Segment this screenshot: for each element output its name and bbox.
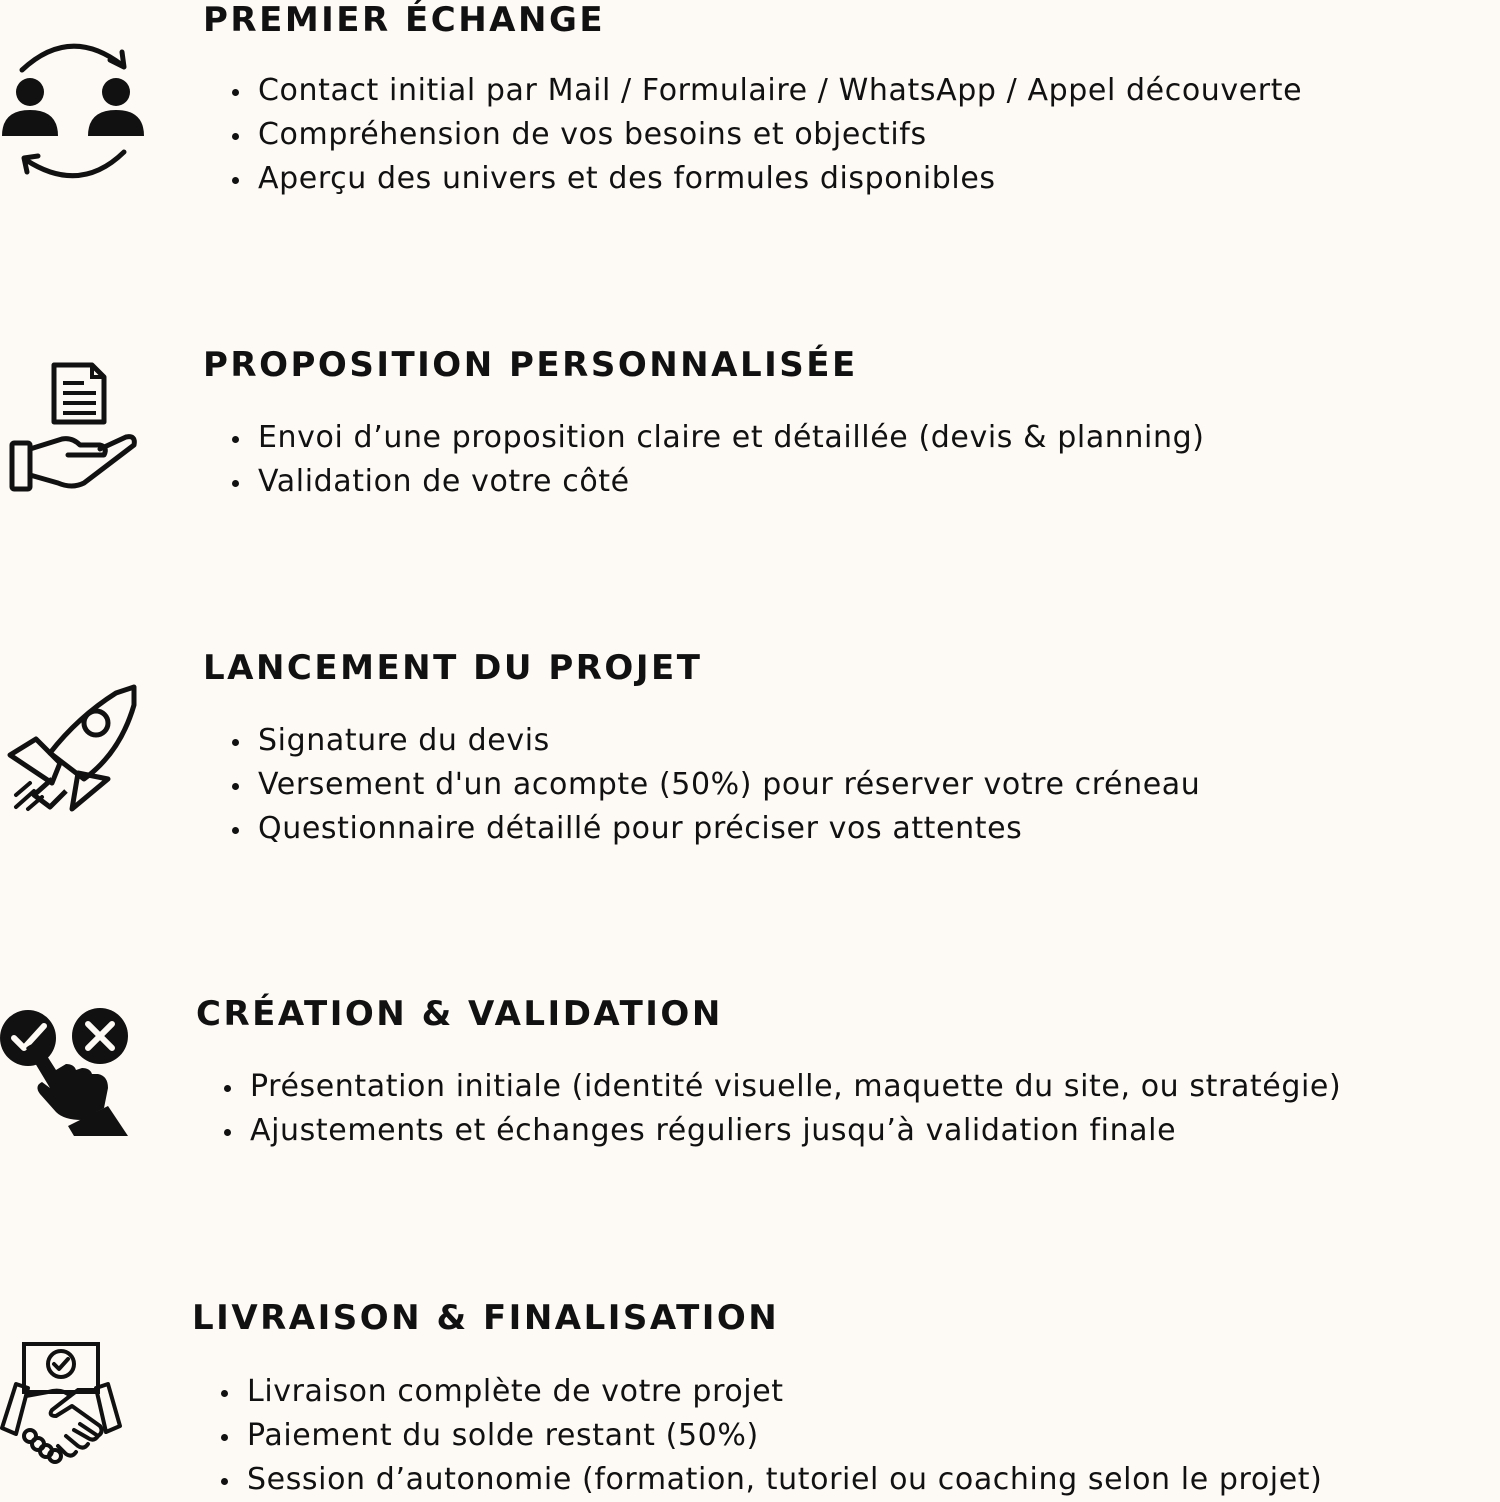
step-title: LANCEMENT DU PROJET	[203, 648, 703, 688]
step-bullet-list	[230, 719, 1200, 851]
step-bullet-list	[230, 69, 1302, 201]
list-item: Contact initial par Mail / Formulaire / WhatsApp / Appel découverte	[230, 69, 1302, 113]
step-title: PREMIER ÉCHANGE	[203, 0, 606, 40]
step-title: PROPOSITION PERSONNALISÉE	[203, 345, 858, 385]
approve-reject-hand-icon	[0, 1008, 150, 1143]
list-item: Versement d'un acompte (50%) pour réserver votre créneau	[230, 763, 1200, 807]
list-item: Ajustements et échanges réguliers jusqu’à validation finale	[222, 1109, 1341, 1153]
step-title: LIVRAISON & FINALISATION	[192, 1298, 780, 1338]
list-item: Questionnaire détaillé pour préciser vos attentes	[230, 807, 1200, 851]
step-bullet-list	[219, 1370, 1322, 1502]
list-item: Livraison complète de votre projet	[219, 1370, 1322, 1414]
list-item: Présentation initiale (identité visuelle, maquette du site, ou stratégie)	[222, 1065, 1341, 1109]
document-hand-icon	[0, 359, 150, 494]
list-item: Session d’autonomie (formation, tutoriel ou coaching selon le projet)	[219, 1458, 1322, 1502]
list-item: Signature du devis	[230, 719, 1200, 763]
step-bullet-list	[230, 416, 1205, 504]
rocket-icon	[0, 683, 150, 818]
list-item: Aperçu des univers et des formules disponibles	[230, 157, 1302, 201]
step-title: CRÉATION & VALIDATION	[196, 994, 723, 1034]
people-exchange-icon	[0, 30, 150, 185]
list-item: Envoi d’une proposition claire et détaillée (devis & planning)	[230, 416, 1205, 460]
list-item: Validation de votre côté	[230, 460, 1205, 504]
handshake-contract-icon	[0, 1340, 150, 1465]
list-item: Paiement du solde restant (50%)	[219, 1414, 1322, 1458]
step-bullet-list	[222, 1065, 1341, 1153]
list-item: Compréhension de vos besoins et objectifs	[230, 113, 1302, 157]
